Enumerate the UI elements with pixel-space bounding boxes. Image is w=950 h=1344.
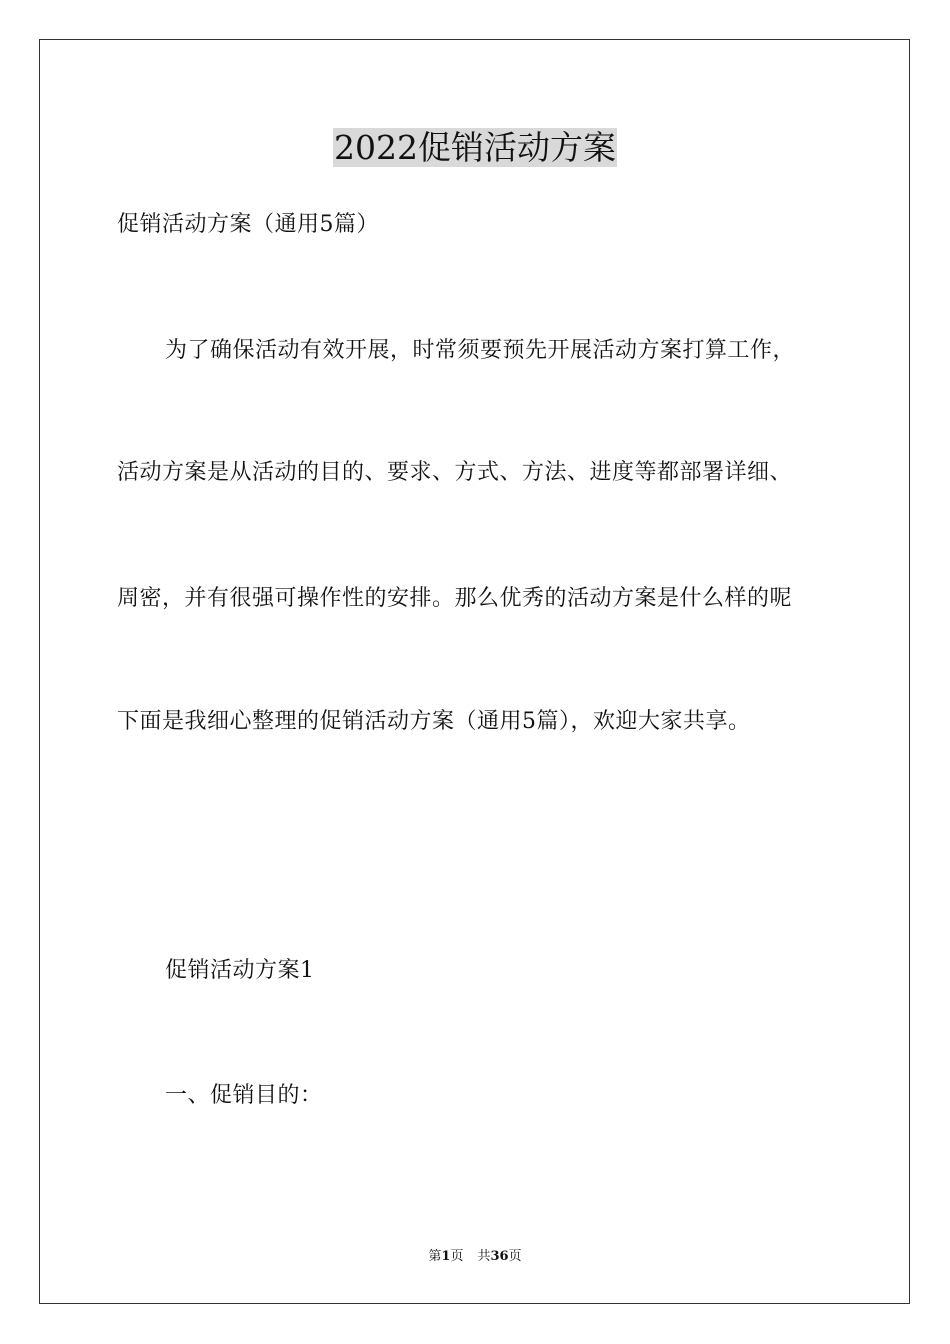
footer-total-suffix: 页 (508, 1249, 522, 1264)
footer-page-prefix: 第 (428, 1249, 442, 1264)
section-heading: 促销活动方案1 (165, 958, 315, 983)
subsection-heading: 一、促销目的： (165, 1083, 323, 1108)
intro-paragraph-line-4: 下面是我细心整理的促销活动方案（通用5篇），欢迎大家共享。 (117, 709, 751, 734)
intro-paragraph-line-2: 活动方案是从活动的目的、要求、方式、方法、进度等都部署详细、 (117, 460, 793, 485)
footer-page-number: 1 (441, 1249, 451, 1264)
intro-paragraph-line-1: 为了确保活动有效开展，时常须要预先开展活动方案打算工作， (165, 338, 796, 363)
document-title (0, 128, 950, 168)
document-subtitle: 促销活动方案（通用5篇） (117, 212, 379, 237)
document-title-text: 2022促销活动方案 (334, 128, 616, 167)
page-footer (0, 1248, 950, 1266)
intro-paragraph-line-3: 周密，并有很强可操作性的安排。那么优秀的活动方案是什么样的呢 (117, 586, 793, 611)
footer-total-prefix: 共 (477, 1249, 491, 1264)
footer-total-pages: 36 (490, 1249, 509, 1264)
footer-page-suffix: 页 (450, 1249, 464, 1264)
